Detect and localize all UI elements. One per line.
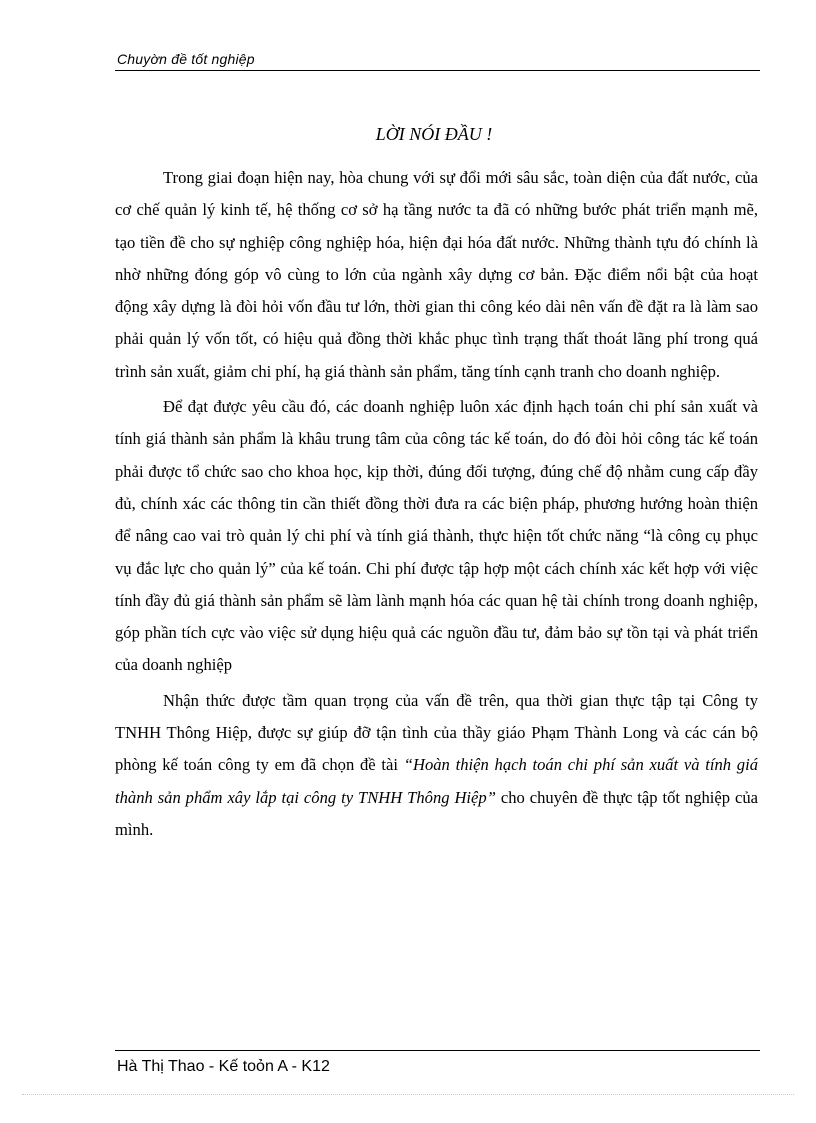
paragraph-3-outro: cho chuyên đề thực tập tốt nghiệp của mình.: [115, 787, 758, 839]
document-body: [115, 162, 758, 846]
thesis-topic: “Hoàn thiện hạch toán chi phí sản xuất và tính giá thành sản phẩm xây lắp tại công ty TNHH Thông Hiệp”: [115, 755, 758, 807]
page-bottom-edge: [22, 1094, 794, 1095]
page-header: [115, 50, 760, 71]
paragraph-3: [115, 685, 758, 846]
document-title: LỜI NÓI ĐẦU !: [375, 124, 493, 144]
footer-author: Hà Thị Thao - Kế toỏn A - K12: [117, 1058, 330, 1075]
paragraph-1: Trong giai đoạn hiện nay, hòa chung với sự đổi mới sâu sắc, toàn diện của đất nước, của cơ chế quản lý kinh tế, hệ thống cơ sở hạ tầng nước ta đã có những bước phát triển mạnh mẽ, tạo tiền đề cho sự nghiệp công nghiệp hóa, hiện đại hóa đất nước. Những thành tựu đó chính là nhờ những đóng góp vô cùng to lớn của ngành xây dựng cơ bản. Đặc điểm nổi bật của hoạt động xây dựng là đòi hỏi vốn đầu tư lớn, thời gian thi công kéo dài nên vấn đề đặt ra là làm sao phải quản lý vốn tốt, có hiệu quả đồng thời khắc phục tình trạng thất thoát lãng phí trong quá trình sản xuất, giảm chi phí, hạ giá thành sản phẩm, tăng tính cạnh tranh cho doanh nghiệp.: [115, 168, 758, 381]
footer-divider: [115, 1050, 760, 1051]
paragraph-3-intro: Nhận thức được tầm quan trọng của vấn đề trên, qua thời gian thực tập tại Công ty TNHH Thông Hiệp, được sự giúp đỡ tận tình của thầy giáo Phạm Thành Long và các cán bộ phòng kế toán công ty em đã chọn đề tài: [115, 690, 758, 775]
header-title: Chuyờn đề tốt nghiệp: [117, 51, 255, 67]
paragraph-2: Để đạt được yêu cầu đó, các doanh nghiệp luôn xác định hạch toán chi phí sản xuất và tính giá thành sản phẩm là khâu trung tâm của công tác kế toán, do đó đòi hỏi công tác kế toán phải được tổ chức sao cho khoa học, kịp thời, đúng đối tượng, đúng chế độ nhằm cung cấp đầy đủ, chính xác các thông tin cần thiết đồng thời đưa ra các biện pháp, phương hướng hoàn thiện để nâng cao vai trò quản lý chi phí và tính giá thành, thực hiện tốt chức năng “là công cụ phục vụ đắc lực cho quản lý” của kế toán. Chi phí được tập hợp một cách chính xác kết hợp với việc tính đầy đủ giá thành sản phẩm sẽ làm lành mạnh hóa các quan hệ tài chính trong doanh nghiệp, góp phần tích cực vào việc sử dụng hiệu quả các nguồn đầu tư, đảm bảo sự tồn tại và phát triển của doanh nghiệp: [115, 397, 758, 675]
